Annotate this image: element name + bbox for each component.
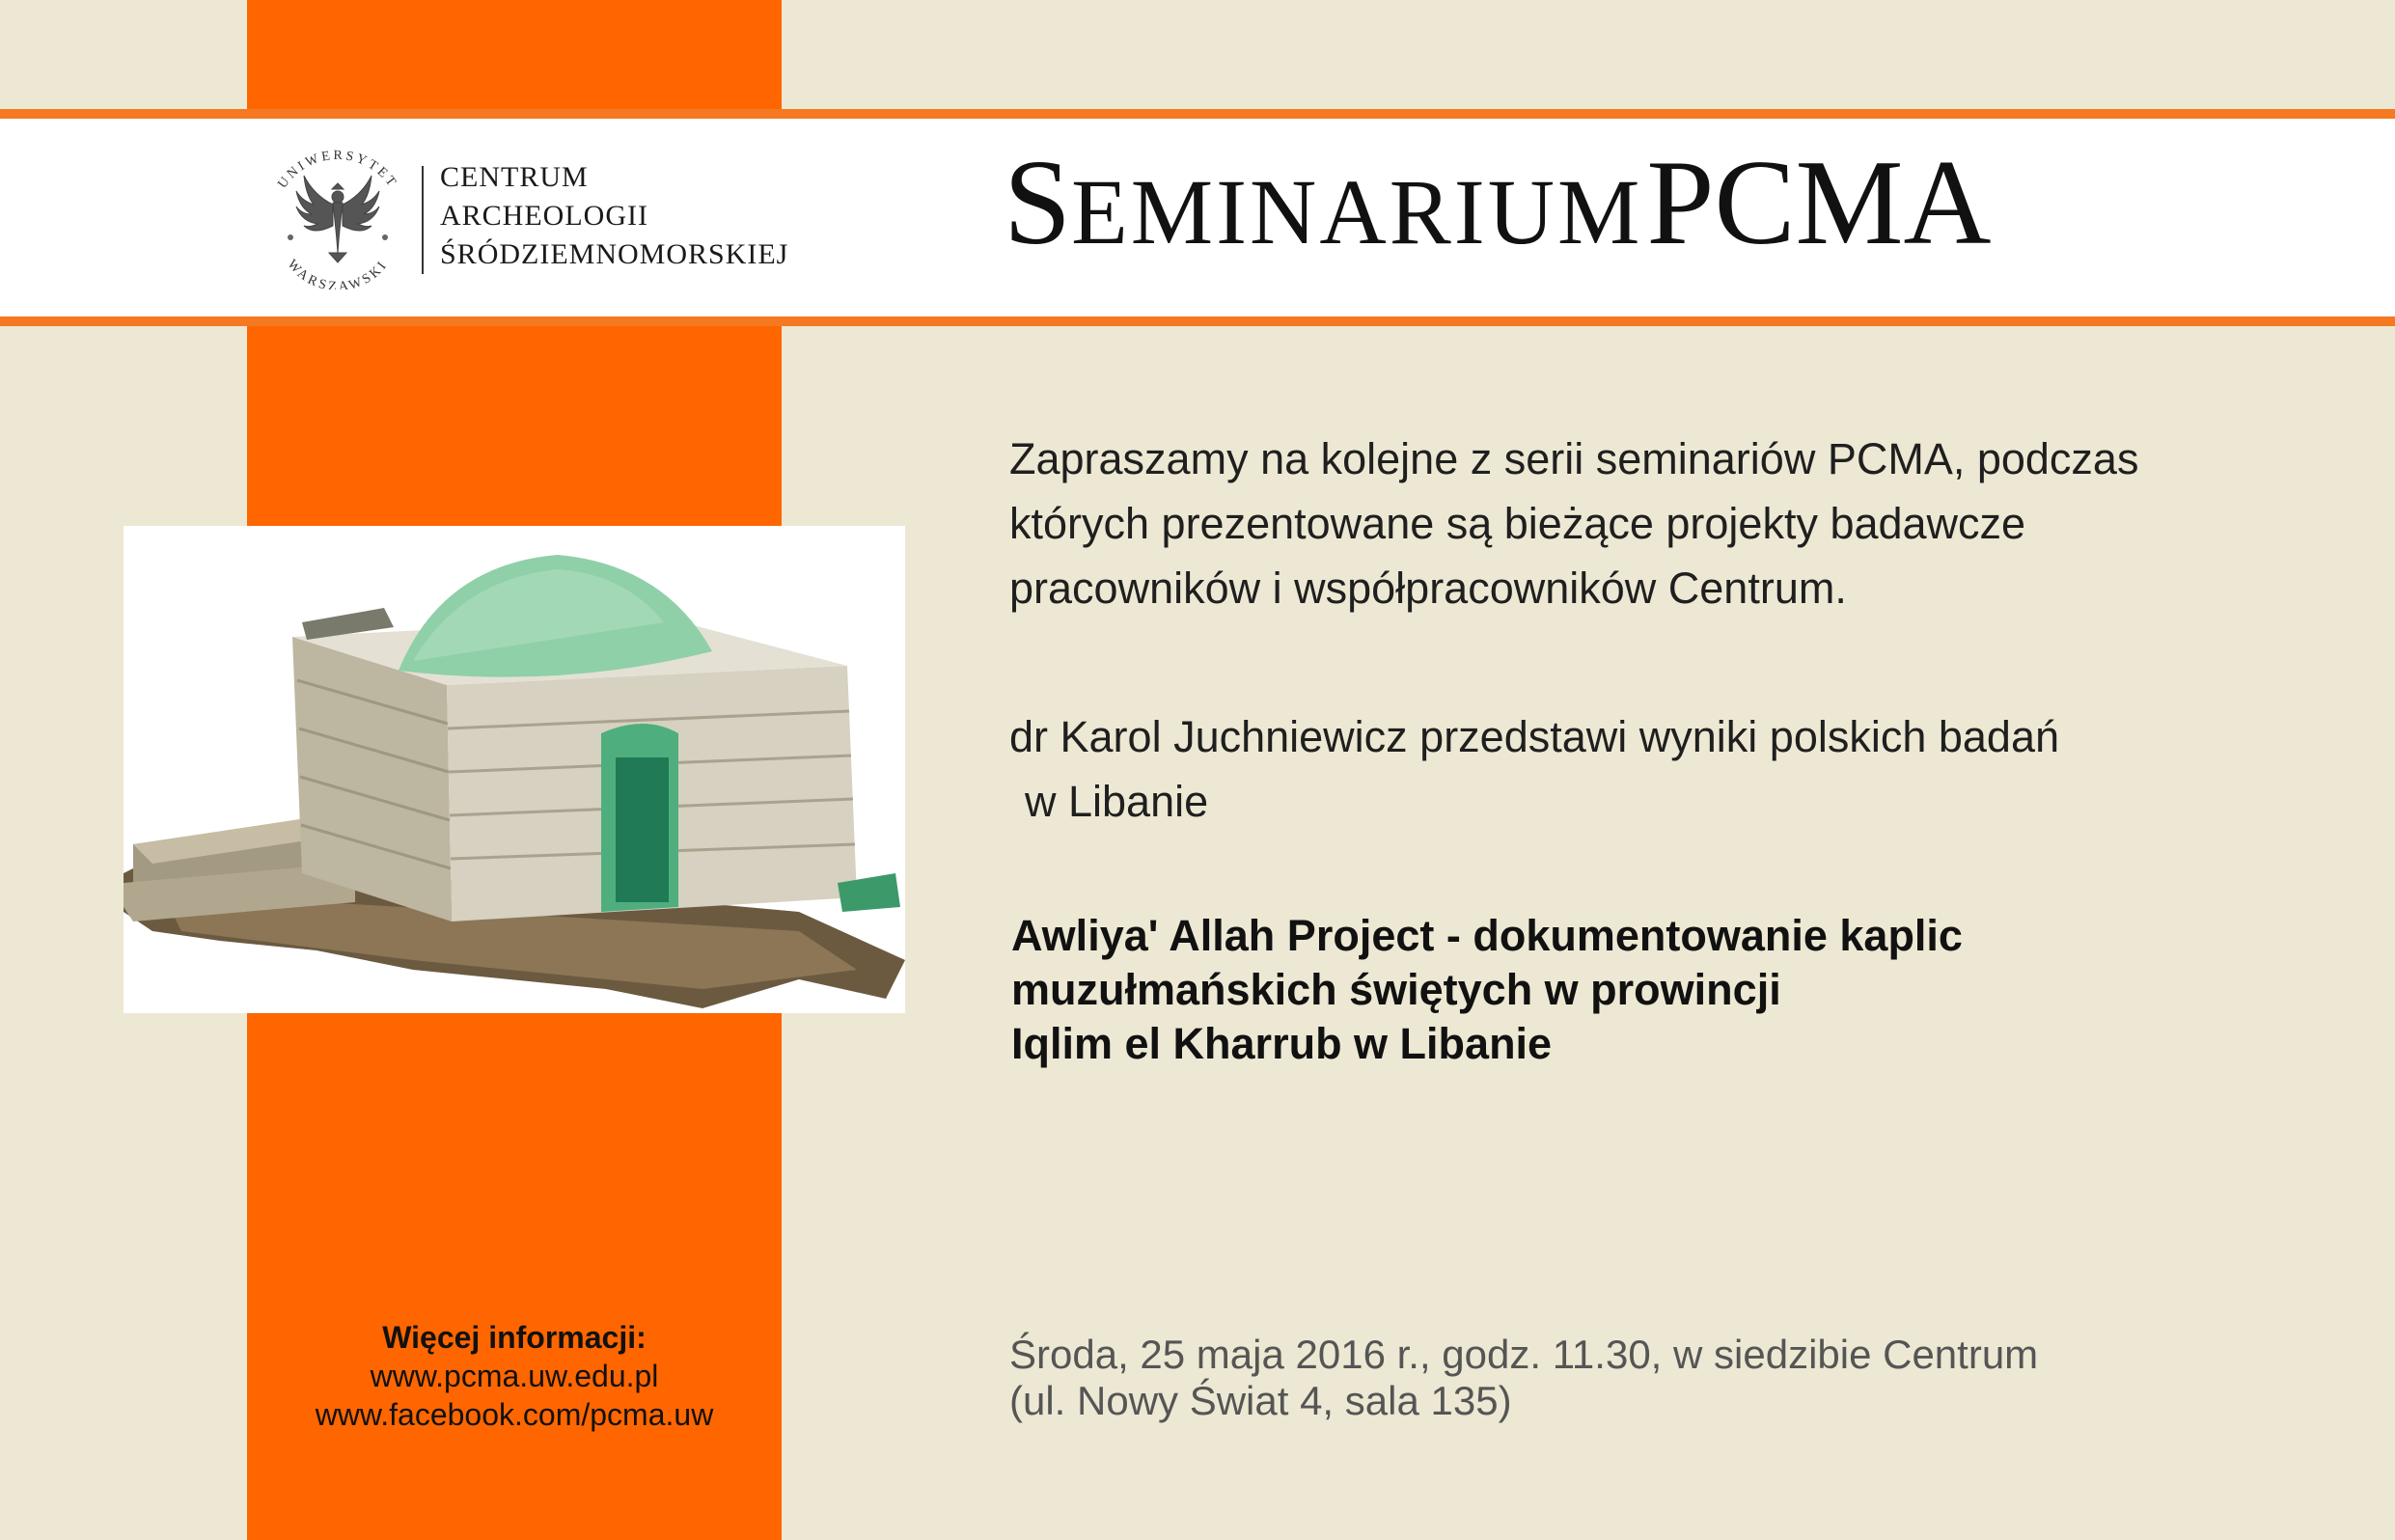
speaker-line2: w Libanie: [1025, 777, 1209, 826]
website-link[interactable]: www.pcma.uw.edu.pl: [370, 1359, 659, 1393]
more-info-heading: Więcej informacji:: [382, 1320, 647, 1355]
talk-title-line1: Awliya' Allah Project - dokumentowanie kaplic: [1011, 911, 1963, 960]
page-title: [1004, 136, 2258, 270]
title-word2: PCMA: [1646, 136, 1992, 270]
title-word1-rest: EMINARIUM: [1071, 160, 1643, 263]
intro-line1: Zapraszamy na kolejne z serii seminariów PCMA, podczas: [1009, 434, 2139, 483]
institute-name-line1: CENTRUM: [440, 161, 589, 193]
emblem-text-top: UNIWERSYTET: [275, 148, 400, 192]
university-emblem-icon: [256, 145, 420, 289]
event-date-line: Środa, 25 maja 2016 r., godz. 11.30, w siedzibie Centrum: [1009, 1332, 2039, 1377]
more-info-block: [247, 1318, 782, 1434]
speaker-paragraph: [1009, 704, 2341, 834]
institute-name: [440, 158, 787, 274]
speaker-line1: dr Karol Juchniewicz przedstawi wyniki polskich badań: [1009, 712, 2059, 761]
chapel-photo: [124, 526, 905, 1013]
emblem-text-bottom: WARSZAWSKI: [284, 257, 392, 289]
event-details: [1009, 1332, 2341, 1424]
institute-name-line2: ARCHEOLOGII: [440, 200, 648, 232]
talk-title-line3: Iqlim el Kharrub w Libanie: [1011, 1019, 1553, 1068]
intro-line2: których prezentowane są bieżące projekty badawcze: [1009, 499, 2026, 548]
facebook-link[interactable]: www.facebook.com/pcma.uw: [315, 1397, 714, 1432]
intro-paragraph: [1009, 426, 2341, 620]
talk-title-line2: muzułmańskich świętych w prowincji: [1011, 965, 1781, 1014]
talk-title: [1011, 909, 2343, 1071]
intro-line3: pracowników i współpracowników Centrum.: [1009, 564, 1847, 613]
title-initial: S: [1004, 136, 1072, 270]
logo-divider: [422, 166, 424, 274]
event-location-line: (ul. Nowy Świat 4, sala 135): [1009, 1378, 1512, 1423]
institute-name-line3: ŚRÓDZIEMNOMORSKIEJ: [440, 238, 789, 270]
